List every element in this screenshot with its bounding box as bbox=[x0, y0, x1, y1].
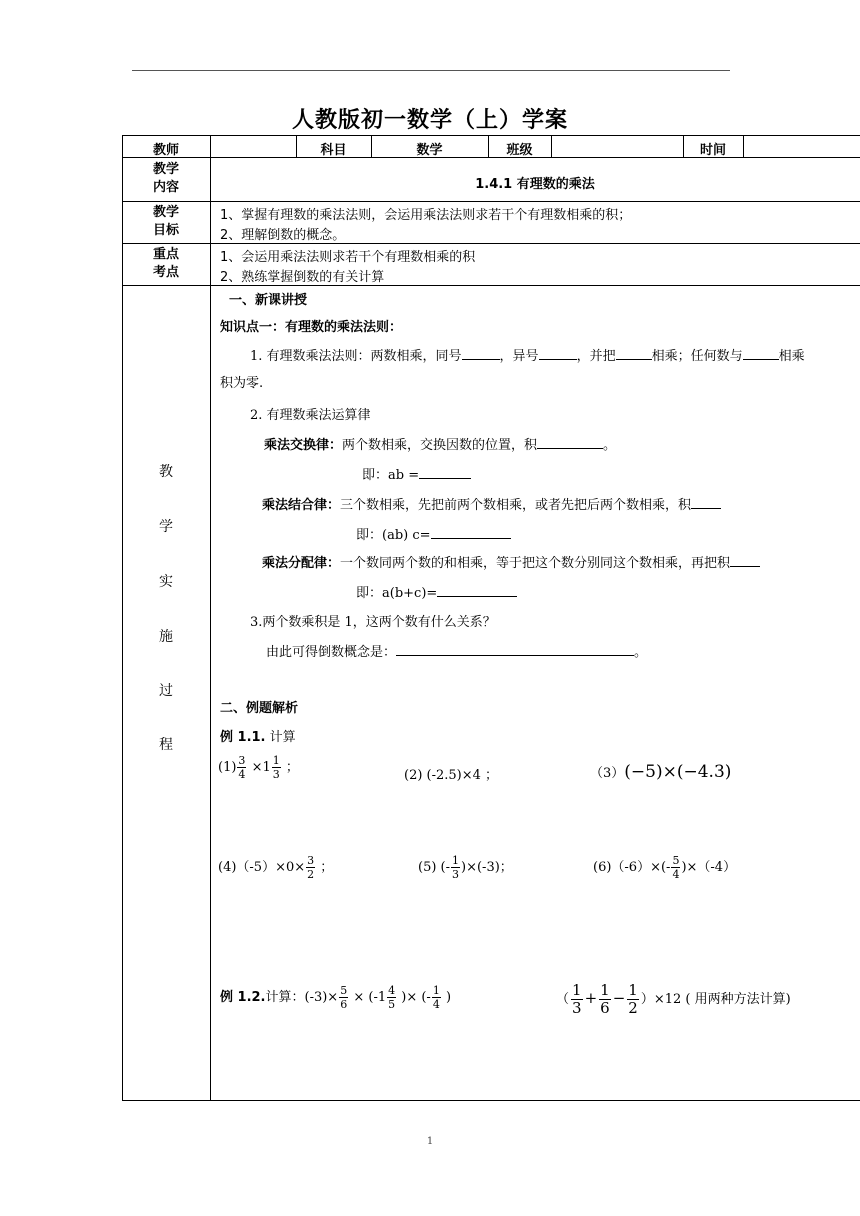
commutative-label: 乘法交换律： bbox=[264, 438, 343, 453]
blank bbox=[539, 347, 577, 360]
process-char-4: 施 bbox=[159, 629, 173, 645]
distributive-eq bbox=[356, 582, 517, 601]
subject-value: 数学 bbox=[416, 143, 443, 158]
distributive-law bbox=[262, 552, 760, 571]
goal-1: 1、掌握有理数的乘法法则，会运用乘法法则求若干个有理数相乘的积； bbox=[220, 208, 632, 223]
fraction-numerator: 1 bbox=[272, 754, 280, 767]
distributive-eq-text: 即：a(b+c)= bbox=[356, 586, 438, 601]
rule-line bbox=[250, 345, 805, 364]
reciprocal-concept bbox=[266, 641, 647, 660]
example-1-2-end: ）×12 ( 用两种方法计算) bbox=[640, 992, 791, 1007]
process-char-2: 学 bbox=[159, 519, 173, 535]
associative-law bbox=[262, 494, 721, 513]
fraction bbox=[571, 982, 583, 1017]
subject-label: 科目 bbox=[320, 143, 347, 158]
commutative-eq bbox=[362, 464, 471, 483]
time-label: 时间 bbox=[699, 143, 726, 158]
fraction bbox=[627, 982, 639, 1017]
lesson-topic: 1.4.1 有理数的乘法 bbox=[475, 177, 595, 192]
section-examples: 二、例题解析 bbox=[220, 701, 299, 716]
rule-text-e: 相乘 bbox=[778, 349, 805, 364]
fraction bbox=[306, 854, 315, 881]
header-rule bbox=[132, 70, 730, 71]
problem-4 bbox=[218, 854, 333, 881]
example-1-2-part-b: × (-1 bbox=[353, 990, 387, 1005]
fraction-denominator: 3 bbox=[572, 999, 582, 1017]
blank bbox=[462, 347, 500, 360]
example-1-2-part-c: )× (- bbox=[401, 990, 431, 1005]
problem-3-prefix: （3） bbox=[590, 766, 625, 781]
fraction-numerator: 1 bbox=[628, 981, 638, 999]
process-char-1: 教 bbox=[159, 464, 173, 480]
key-label bbox=[122, 246, 210, 282]
fraction-denominator: 2 bbox=[628, 999, 638, 1017]
example-1-1 bbox=[220, 726, 296, 745]
goal-label-line2: 目标 bbox=[152, 223, 179, 238]
fraction bbox=[339, 984, 348, 1011]
example-1-2-open: （ bbox=[556, 992, 570, 1007]
fraction bbox=[237, 754, 246, 781]
goal-2: 2、理解倒数的概念。 bbox=[220, 228, 346, 243]
commutative-law bbox=[264, 434, 616, 453]
fraction-numerator: 4 bbox=[388, 984, 396, 997]
fraction-numerator: 1 bbox=[572, 981, 582, 999]
problem-6 bbox=[593, 854, 736, 881]
fraction-numerator: 1 bbox=[452, 854, 460, 867]
fraction-numerator: 3 bbox=[238, 754, 246, 767]
fraction-numerator: 1 bbox=[600, 981, 610, 999]
fraction bbox=[671, 854, 680, 881]
example-1-2 bbox=[220, 984, 451, 1011]
problem-4-end: ； bbox=[320, 860, 334, 875]
commutative-end: 。 bbox=[603, 438, 617, 453]
content-label-line1: 教学 bbox=[152, 162, 179, 177]
problem-1-end: ； bbox=[285, 760, 299, 775]
example-1-2-second bbox=[556, 982, 791, 1017]
fraction-denominator: 2 bbox=[307, 868, 315, 881]
rule-text-c: ，并把 bbox=[576, 349, 616, 364]
associative-eq-text: 即：(ab) c= bbox=[356, 528, 431, 543]
distributive-text: 一个数同两个数的和相乘，等于把这个数分别同这个数相乘，再把积 bbox=[340, 556, 731, 571]
fraction-denominator: 3 bbox=[272, 768, 280, 781]
example-1-2-part-d: ) bbox=[445, 990, 452, 1005]
associative-label: 乘法结合律： bbox=[262, 498, 341, 513]
goal-label bbox=[122, 204, 210, 240]
problem-4-prefix: (4)（-5）×0× bbox=[218, 860, 306, 875]
goal-label-line1: 教学 bbox=[152, 205, 179, 220]
problem-2: (2) (-2.5)×4 ； bbox=[404, 768, 499, 783]
blank bbox=[616, 347, 652, 360]
fraction-numerator: 3 bbox=[307, 854, 315, 867]
key-2: 2、熟练掌握倒数的有关计算 bbox=[220, 270, 385, 285]
fraction bbox=[387, 984, 396, 1011]
problem-3-expr: (−5)×(−4.3) bbox=[624, 762, 732, 782]
blank bbox=[691, 496, 721, 509]
fraction-numerator: 1 bbox=[432, 984, 440, 997]
rule-text-b: ，异号 bbox=[499, 349, 539, 364]
fraction-denominator: 6 bbox=[600, 999, 610, 1017]
problem-6-end: )×（-4） bbox=[681, 860, 737, 875]
process-char-3: 实 bbox=[159, 574, 173, 590]
key-label-line1: 重点 bbox=[152, 247, 179, 262]
page-title: 人教版初一数学（上）学案 bbox=[291, 108, 568, 133]
blank bbox=[419, 466, 471, 479]
problem-1-mid: ×1 bbox=[251, 760, 271, 775]
fraction bbox=[432, 984, 441, 1011]
process-char-5: 过 bbox=[159, 683, 173, 699]
knowledge-point-1: 知识点一：有理数的乘法法则： bbox=[220, 320, 403, 335]
section-new-lesson: 一、新课讲授 bbox=[229, 293, 308, 308]
associative-eq bbox=[356, 524, 511, 543]
fraction bbox=[272, 754, 281, 781]
fraction-denominator: 4 bbox=[672, 868, 680, 881]
rule-text-d: 相乘；任何数与 bbox=[651, 349, 743, 364]
content-label bbox=[122, 161, 210, 197]
blank bbox=[431, 526, 511, 539]
example-1-1-label: 例 1.1. bbox=[220, 730, 266, 745]
fraction-denominator: 5 bbox=[388, 998, 396, 1011]
fraction-numerator: 5 bbox=[340, 984, 348, 997]
problem-1-prefix: (1) bbox=[218, 760, 237, 775]
fraction-denominator: 4 bbox=[238, 768, 246, 781]
teacher-label: 教师 bbox=[152, 143, 179, 158]
problem-5 bbox=[418, 854, 513, 881]
minus-sign: − bbox=[612, 989, 626, 1007]
rule-text-a: 1. 有理数乘法法则：两数相乘，同号 bbox=[250, 349, 462, 364]
distributive-label: 乘法分配律： bbox=[262, 556, 341, 571]
commutative-text: 两个数相乘，交换因数的位置，积 bbox=[342, 438, 538, 453]
blank bbox=[437, 584, 517, 597]
example-1-1-text: 计算 bbox=[269, 730, 296, 745]
commutative-eq-text: 即：ab = bbox=[362, 468, 420, 483]
plus-sign: + bbox=[584, 989, 598, 1007]
fraction-numerator: 5 bbox=[672, 854, 680, 867]
blank bbox=[743, 347, 779, 360]
page-number: 1 bbox=[426, 1136, 434, 1147]
example-1-2-part-a: 计算：(-3)× bbox=[265, 990, 339, 1005]
reciprocal-end: 。 bbox=[634, 645, 648, 660]
problem-5-end: )×(-3)； bbox=[461, 860, 513, 875]
rule-continuation: 积为零. bbox=[220, 376, 264, 391]
key-label-line2: 考点 bbox=[152, 265, 179, 280]
fraction bbox=[451, 854, 460, 881]
problem-1 bbox=[218, 754, 299, 781]
laws-title: 2. 有理数乘法运算律 bbox=[250, 408, 371, 423]
class-label: 班级 bbox=[506, 143, 533, 158]
associative-text: 三个数相乘，先把前两个数相乘，或者先把后两个数相乘，积 bbox=[340, 498, 692, 513]
fraction-denominator: 3 bbox=[452, 868, 460, 881]
problem-5-prefix: (5) (- bbox=[418, 860, 451, 875]
content-label-line2: 内容 bbox=[152, 180, 179, 195]
blank bbox=[730, 554, 760, 567]
reciprocal-text: 由此可得倒数概念是： bbox=[266, 645, 397, 660]
blank bbox=[537, 436, 603, 449]
process-char-6: 程 bbox=[159, 737, 173, 753]
problem-3 bbox=[590, 762, 731, 782]
blank bbox=[396, 643, 634, 656]
fraction-denominator: 4 bbox=[432, 998, 440, 1011]
example-1-2-label: 例 1.2. bbox=[220, 990, 266, 1005]
key-1: 1、会运用乘法法则求若干个有理数相乘的积 bbox=[220, 250, 476, 265]
fraction-denominator: 6 bbox=[340, 998, 348, 1011]
fraction bbox=[599, 982, 611, 1017]
problem-6-prefix: (6)（-6）×(- bbox=[593, 860, 671, 875]
question-3: 3.两个数乘积是 1，这两个数有什么关系？ bbox=[250, 615, 496, 630]
